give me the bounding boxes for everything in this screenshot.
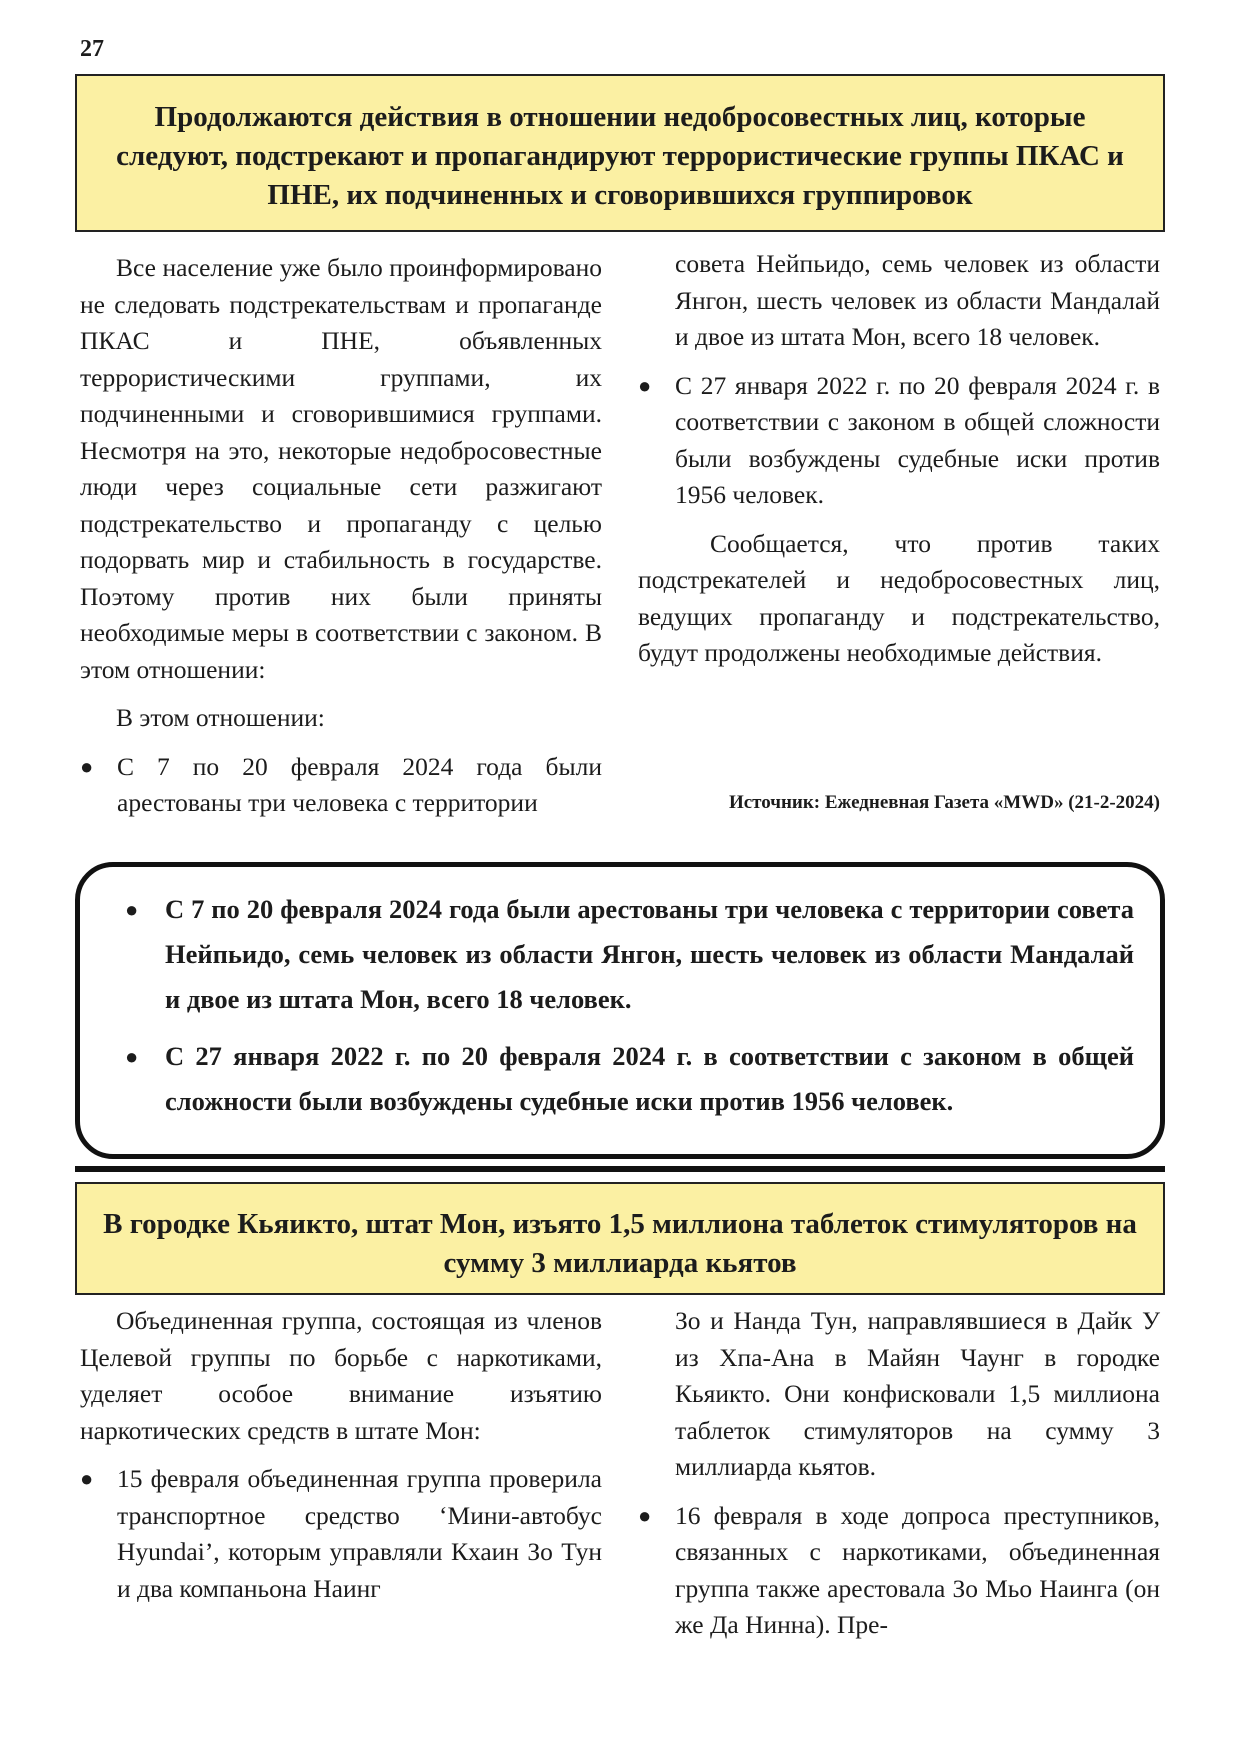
article1-headline: Продолжаются действия в отношении недобросовестных лиц, которые следуют, подстрекают и пропагандируют террористические группы ПКАС и ПНЕ, их подчиненных и сговорившихся группировок — [75, 74, 1165, 232]
summary-box — [75, 862, 1165, 1159]
bullet-icon: ● — [125, 1044, 139, 1069]
section-divider — [75, 1166, 1165, 1172]
article2-left-column — [80, 1303, 602, 1607]
bullet-icon: ● — [125, 897, 139, 922]
page-number: 27 — [80, 36, 104, 62]
bullet-icon: ● — [638, 372, 652, 398]
summary-item: ● С 7 по 20 февраля 2024 года были арестованы три человека с территории совета Нейпьидо, семь человек из области Янгон, шесть человек из области Мандалай и двое из штата Мон, всего 18 человек. — [125, 887, 1134, 1022]
article2-right-column — [638, 1303, 1160, 1644]
article1-source: Источник: Ежедневная Газета «MWD» (21-2-2024) — [728, 792, 1160, 813]
article1-bullet1-continuation: совета Нейпьидо, семь человек из области Янгон, шесть человек из области Мандалай и двое из штата Мон, всего 18 человек. — [675, 249, 1160, 351]
bullet-icon: ● — [80, 1466, 94, 1491]
bullet-icon: ● — [80, 753, 94, 779]
bullet-icon: ● — [638, 1502, 652, 1528]
article1-bullet2: ● С 27 января 2022 г. по 20 февраля 2024 г. в соответствии с законом в общей сложности были возбуждены судебные иски против 1956 человек. — [638, 368, 1160, 514]
article2-bullet1-start: ● 15 февраля объединенная группа проверила транспортное средство ‘Мини-автобус Hyundai’, которым управляли Кхаин Зо Тун и два компаньона Наинг — [80, 1461, 602, 1607]
summary-item: ● С 27 января 2022 г. по 20 февраля 2024 г. в соответствии с законом в общей сложности были возбуждены судебные иски против 1956 человек. — [125, 1034, 1134, 1124]
article2-bullet2: ● 16 февраля в ходе допроса преступников, связанных с наркотиками, объединенная группа также арестовала Зо Мьо Наинга (он же Да Нинна). Пре- — [638, 1498, 1160, 1644]
article2-bullet1-continuation: Зо и Нанда Тун, направлявшиеся в Дайк У из Хпа-Ана в Майян Чаунг в городке Кьяикто. Они конфисковали 1,5 миллиона таблеток стимуляторов на сумму 3 миллиарда кьятов. — [675, 1306, 1160, 1481]
article1-closing-paragraph: Сообщается, что против таких подстрекателей и недобросовестных лиц, ведущих пропаганду и подстрекательство, будут продолжены необходимые действия. — [638, 528, 1160, 667]
article1-intro-paragraph: Все население уже было проинформировано не следовать подстрекательствам и пропаганде ПКАС и ПНЕ, объявленных террористическими группами, их подчиненными и сговорившимися группами. Несмотря на это, некоторые недобросовестные люди через социальные сети разжигают подстрекательство и пропаганду с целью подорвать мир и стабильность в государстве. Поэтому против них были приняты необходимые меры в соответствии с законом. В этом отношении: — [80, 253, 602, 684]
article2-intro-paragraph: Объединенная группа, состоящая из членов Целевой группы по борьбе с наркотиками, уделяет особое внимание изъятию наркотических средств в штате Мон: — [80, 1306, 602, 1445]
article1-bullet1-start: ● С 7 по 20 февраля 2024 года были арестованы три человека с территории — [80, 749, 602, 822]
article1-left-column — [80, 250, 602, 822]
article2-headline: В городке Кьяикто, штат Мон, изъято 1,5 миллиона таблеток стимуляторов на сумму 3 миллиарда кьятов — [75, 1182, 1165, 1295]
article1-right-column — [638, 246, 1160, 672]
article1-intro-repeat: В этом отношении: — [116, 703, 325, 732]
